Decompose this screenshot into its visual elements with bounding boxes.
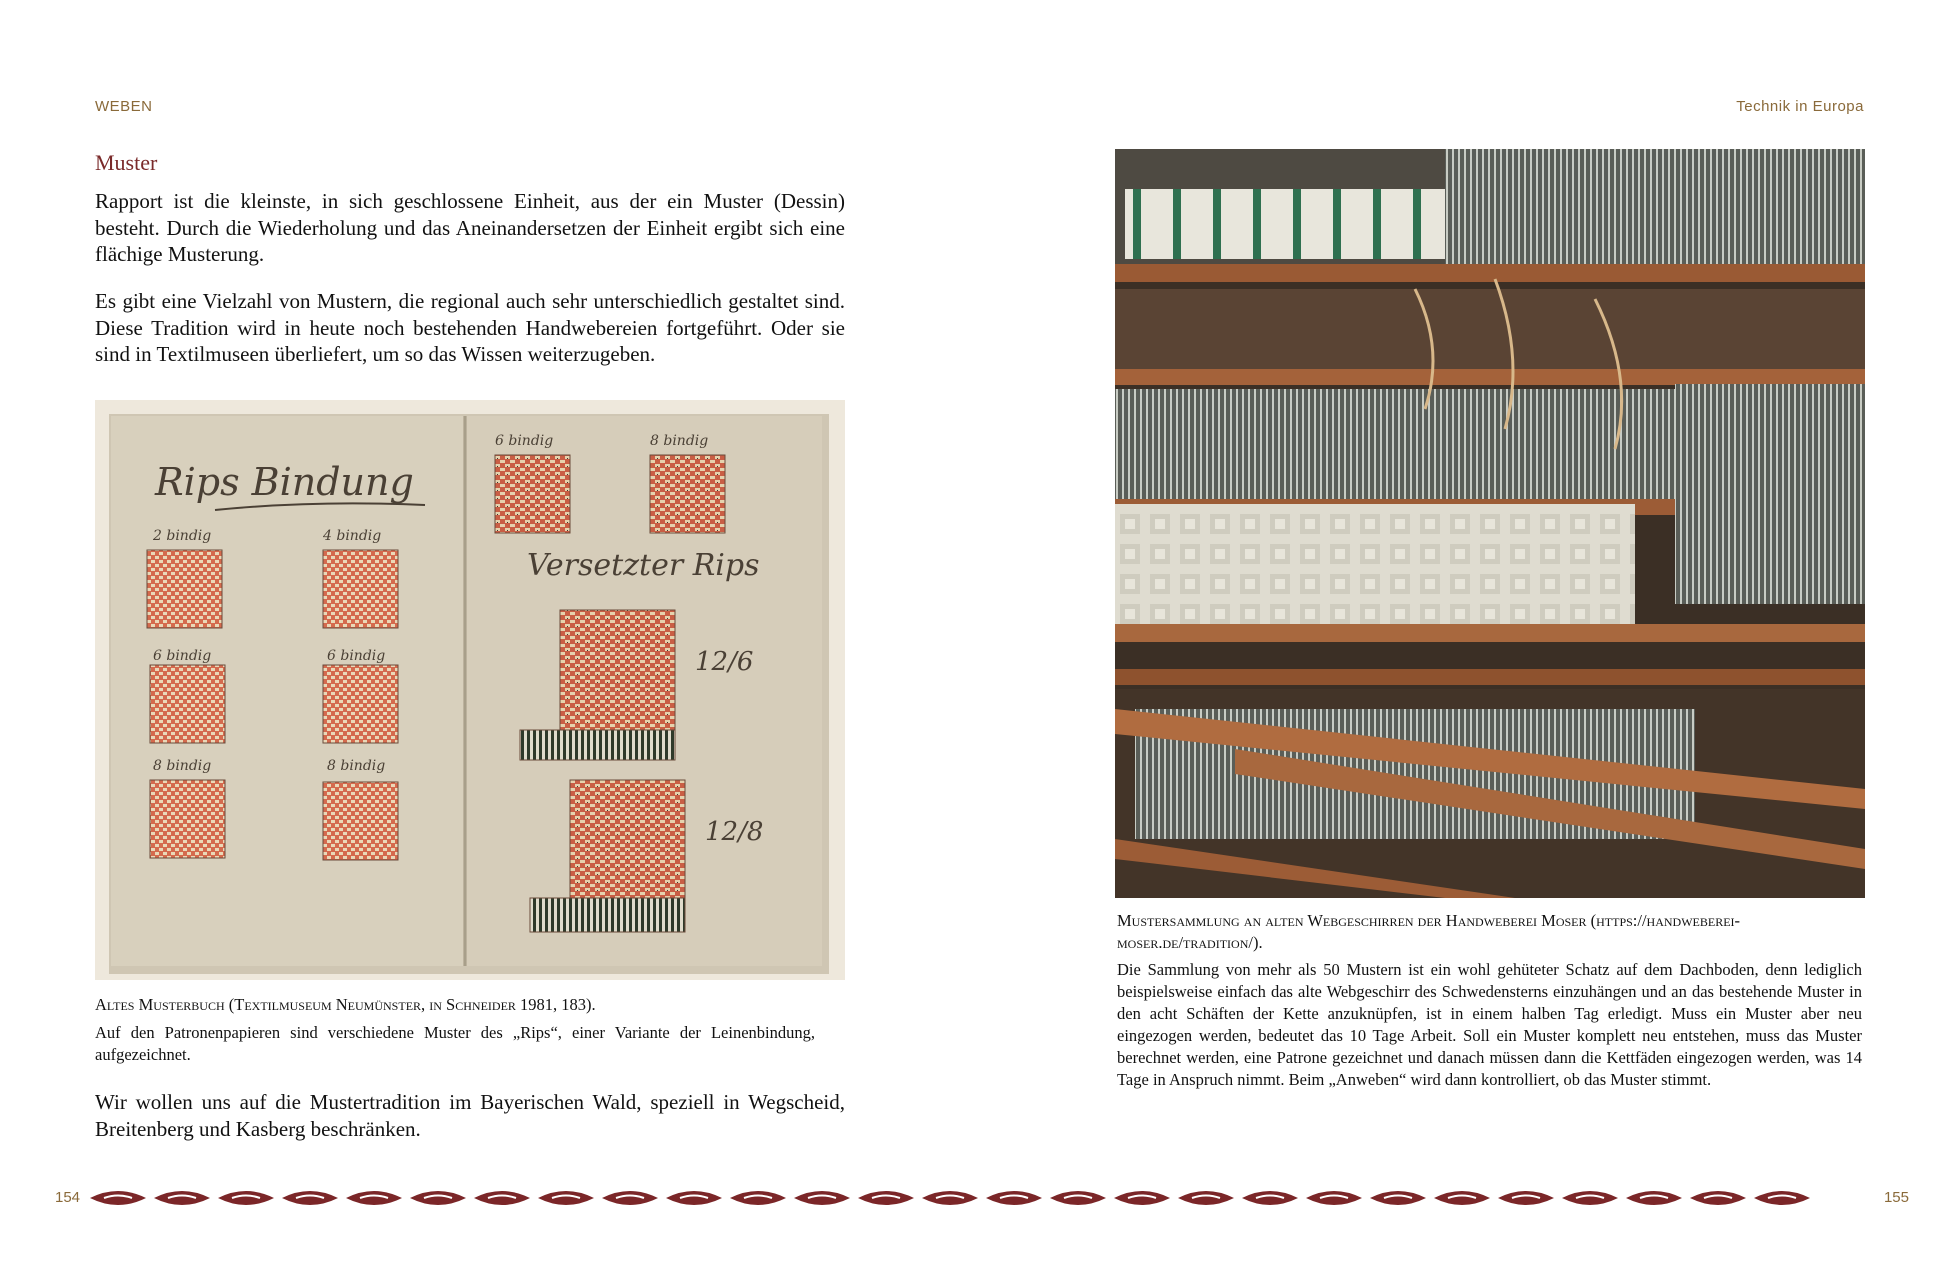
handwriting-ratio: 12/6	[695, 647, 754, 677]
body-paragraph: Rapport ist die kleinste, in sich geschlossene Einheit, aus der ein Muster (Dessin) besteht. Durch die Wiederholung und das Aneinandersetzen der Einheit ergibt sich eine flächige Musterung.	[95, 189, 845, 266]
ornament-motif	[1114, 1191, 1170, 1205]
pattern-label: 8 bindig	[327, 758, 386, 774]
ornament-motif	[1370, 1191, 1426, 1205]
ornament-motif	[1562, 1191, 1618, 1205]
figure-caption-title: Mustersammlung an alten Webgeschirren der Handweberei Moser (https://handweberei-moser.de/tradition/).	[1117, 911, 1741, 952]
ornament-motif	[474, 1191, 530, 1205]
handwriting-heading: Rips Bindung	[155, 460, 414, 504]
ornament-motif	[1306, 1191, 1362, 1205]
pattern-label: 4 bindig	[323, 528, 382, 544]
pattern-label: 6 bindig	[153, 648, 212, 664]
ornament-motif	[154, 1191, 210, 1205]
ornament-motif	[1626, 1191, 1682, 1205]
ornament-motif	[730, 1191, 786, 1205]
running-head-left: WEBEN	[95, 98, 153, 115]
running-head-right: Technik in Europa	[1736, 98, 1864, 115]
ornament-motif	[666, 1191, 722, 1205]
figure-caption-body: Die Sammlung von mehr als 50 Mustern ist ein wohl gehüteter Schatz auf dem Dachboden, denn lediglich beispielsweise einfach das alte Webgeschirr des Schwedensterns einzuhängen und an das bestehende Muster in den acht Schäften der Kette anzuknüpfen, ist in einem halben Tag erledigt. Muss ein Muster aber neu eingezogen werden, bedeutet das 10 Tage Arbeit. Soll ein Muster komplett neu entstehen, muss das Muster berechnet werden, eine Patrone gezeichnet und danach müssen dann die Kettfäden eingezogen werden, was 14 Tage in Anspruch nimmt. Beim „Anweben“ wird dann kontrolliert, ob das Muster stimmt.	[1117, 960, 1862, 1089]
page-number-left: 154	[55, 1189, 81, 1206]
page-number-right: 155	[1883, 1189, 1909, 1206]
figure-caption-title: Altes Musterbuch (Textilmuseum Neumünster, in Schneider 1981, 183).	[95, 995, 596, 1014]
ornament-motif	[1754, 1191, 1810, 1205]
pattern-label: 8 bindig	[153, 758, 212, 774]
ornament-motif	[1498, 1191, 1554, 1205]
figure-caption-body: Auf den Patronenpapieren sind verschiedene Muster des „Rips“, einer Variante der Leinenbindung, aufgezeichnet.	[95, 1023, 815, 1064]
ornament-motif	[1242, 1191, 1298, 1205]
ornament-motif	[1434, 1191, 1490, 1205]
body-paragraph: Wir wollen uns auf die Mustertradition im Bayerischen Wald, speziell in Wegscheid, Breitenberg und Kasberg beschränken.	[95, 1090, 845, 1141]
ornament-motif	[986, 1191, 1042, 1205]
handwriting-ratio: 12/8	[705, 817, 764, 847]
decorative-border-ornament	[90, 1186, 1860, 1210]
ornament-motif	[1690, 1191, 1746, 1205]
ornament-motif	[858, 1191, 914, 1205]
ornament-motif	[282, 1191, 338, 1205]
ornament-motif	[218, 1191, 274, 1205]
ornament-motif	[922, 1191, 978, 1205]
ornament-motif	[346, 1191, 402, 1205]
pattern-label: 6 bindig	[495, 433, 554, 449]
ornament-motif	[90, 1191, 146, 1205]
ornament-motif	[1050, 1191, 1106, 1205]
body-paragraph: Es gibt eine Vielzahl von Mustern, die regional auch sehr unterschiedlich gestaltet sind. Diese Tradition wird in heute noch bestehenden Handwebereien fortgeführt. Oder sie sind in Textilmuseen überliefert, um so das Wissen weiterzugeben.	[95, 289, 845, 366]
ornament-motif	[1178, 1191, 1234, 1205]
ornament-motif	[538, 1191, 594, 1205]
pattern-label: 6 bindig	[327, 648, 386, 664]
pattern-label: 2 bindig	[153, 528, 212, 544]
section-title: Muster	[95, 150, 158, 175]
handwriting-heading-2: Versetzter Rips	[527, 548, 760, 583]
ornament-motif	[410, 1191, 466, 1205]
loom-harness-photo	[1115, 149, 1865, 898]
pattern-label: 8 bindig	[650, 433, 709, 449]
ornament-motif	[794, 1191, 850, 1205]
ornament-motif	[602, 1191, 658, 1205]
pattern-book-photo	[95, 400, 845, 980]
